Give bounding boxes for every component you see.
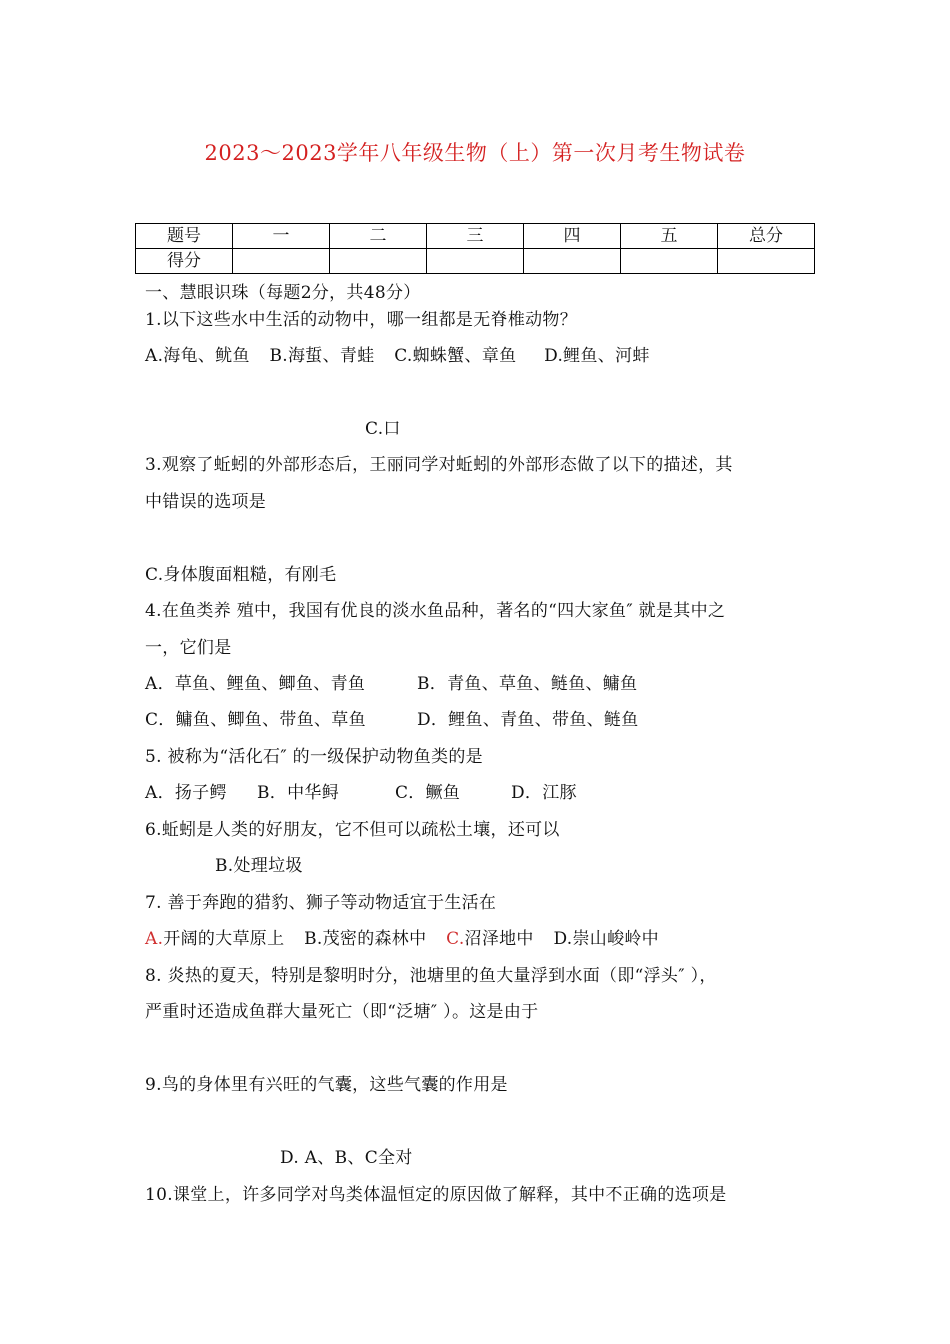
table-cell: 三 <box>427 224 524 249</box>
option-a: A．草鱼、鲤鱼、鲫鱼、青鱼 <box>145 674 366 694</box>
question-4-options-ab <box>145 669 637 694</box>
table-cell: 五 <box>621 224 718 249</box>
section-heading: 一、慧眼识珠（每题2分，共48分） <box>145 283 421 303</box>
question-9-stem: 9.鸟的身体里有兴旺的气囊，这些气囊的作用是 <box>145 1075 508 1095</box>
question-1-stem: 1.以下这些水中生活的动物中，哪一组都是无脊椎动物？ <box>145 310 578 330</box>
option-a: A．扬子鳄 <box>145 783 227 803</box>
option-c-letter: C. <box>446 929 465 949</box>
score-cell <box>524 249 621 274</box>
option-d: D．江豚 <box>511 783 577 803</box>
option-c: C．鳙鱼、鲫鱼、带鱼、草鱼 <box>145 710 366 730</box>
option-d: D.崇山峻岭中 <box>553 929 659 949</box>
option-c: C．鳜鱼 <box>395 783 461 803</box>
option-b: B．中华鲟 <box>257 783 339 803</box>
option-b: B.茂密的森林中 <box>304 929 427 949</box>
option-d: D．鲤鱼、青鱼、带鱼、鲢鱼 <box>417 710 639 730</box>
option-a-text: 开阔的大草原上 <box>163 929 285 949</box>
score-cell <box>330 249 427 274</box>
question-2-option-c: C.口 <box>365 419 401 439</box>
score-cell <box>233 249 330 274</box>
question-9-option-d: D. A、B、C全对 <box>280 1148 413 1168</box>
question-3-stem-line1: 3.观察了蚯蚓的外部形态后，王丽同学对蚯蚓的外部形态做了以下的描述，其 <box>145 455 733 475</box>
table-row <box>136 249 815 274</box>
option-b: B．青鱼、草鱼、鲢鱼、鳙鱼 <box>417 674 638 694</box>
question-4-options-cd <box>145 705 639 730</box>
table-header-row <box>136 224 815 249</box>
table-cell: 得分 <box>136 249 233 274</box>
question-3-stem-line2: 中错误的选项是 <box>145 492 267 512</box>
option-c-text: 沼泽地中 <box>464 929 534 949</box>
question-7-options <box>145 924 659 949</box>
table-cell: 一 <box>233 224 330 249</box>
question-8-stem-line1: 8. 炎热的夏天，特别是黎明时分，池塘里的鱼大量浮到水面（即“浮头″ ）， <box>145 966 717 986</box>
question-6-option-b: B.处理垃圾 <box>215 856 303 876</box>
question-4-stem-line1: 4.在鱼类养 殖中，我国有优良的淡水鱼品种，著名的“四大家鱼″ 就是其中之 <box>145 601 726 621</box>
table-cell: 二 <box>330 224 427 249</box>
option-a <box>145 929 284 949</box>
page-title: 2023～2023学年八年级生物（上）第一次月考生物试卷 <box>204 141 746 165</box>
question-5-stem: 5. 被称为“活化石″ 的一级保护动物鱼类的是 <box>145 747 483 767</box>
score-table <box>135 223 815 274</box>
question-1-options <box>145 341 650 366</box>
score-cell <box>427 249 524 274</box>
table-cell: 四 <box>524 224 621 249</box>
table-cell: 题号 <box>136 224 233 249</box>
question-5-options <box>145 778 577 803</box>
question-4-stem-line2: 一，它们是 <box>145 638 232 658</box>
option-a: A.海龟、鱿鱼 <box>145 346 250 366</box>
score-cell <box>718 249 815 274</box>
option-d: D.鲤鱼、河蚌 <box>544 346 650 366</box>
score-cell <box>621 249 718 274</box>
question-7-stem: 7. 善于奔跑的猎豹、狮子等动物适宜于生活在 <box>145 893 497 913</box>
question-6-stem: 6.蚯蚓是人类的好朋友，它不但可以疏松土壤，还可以 <box>145 820 560 840</box>
question-10-stem: 10.课堂上，许多同学对鸟类体温恒定的原因做了解释，其中不正确的选项是 <box>145 1185 727 1205</box>
option-b: B.海蜇、青蛙 <box>269 346 375 366</box>
option-c: C.蜘蛛蟹、章鱼 <box>394 346 517 366</box>
question-3-option-c: C.身体腹面粗糙，有刚毛 <box>145 565 337 585</box>
table-cell: 总分 <box>718 224 815 249</box>
option-c <box>446 929 534 949</box>
option-a-letter: A. <box>145 929 164 949</box>
question-8-stem-line2: 严重时还造成鱼群大量死亡（即“泛塘″ ）。这是由于 <box>145 1002 539 1022</box>
